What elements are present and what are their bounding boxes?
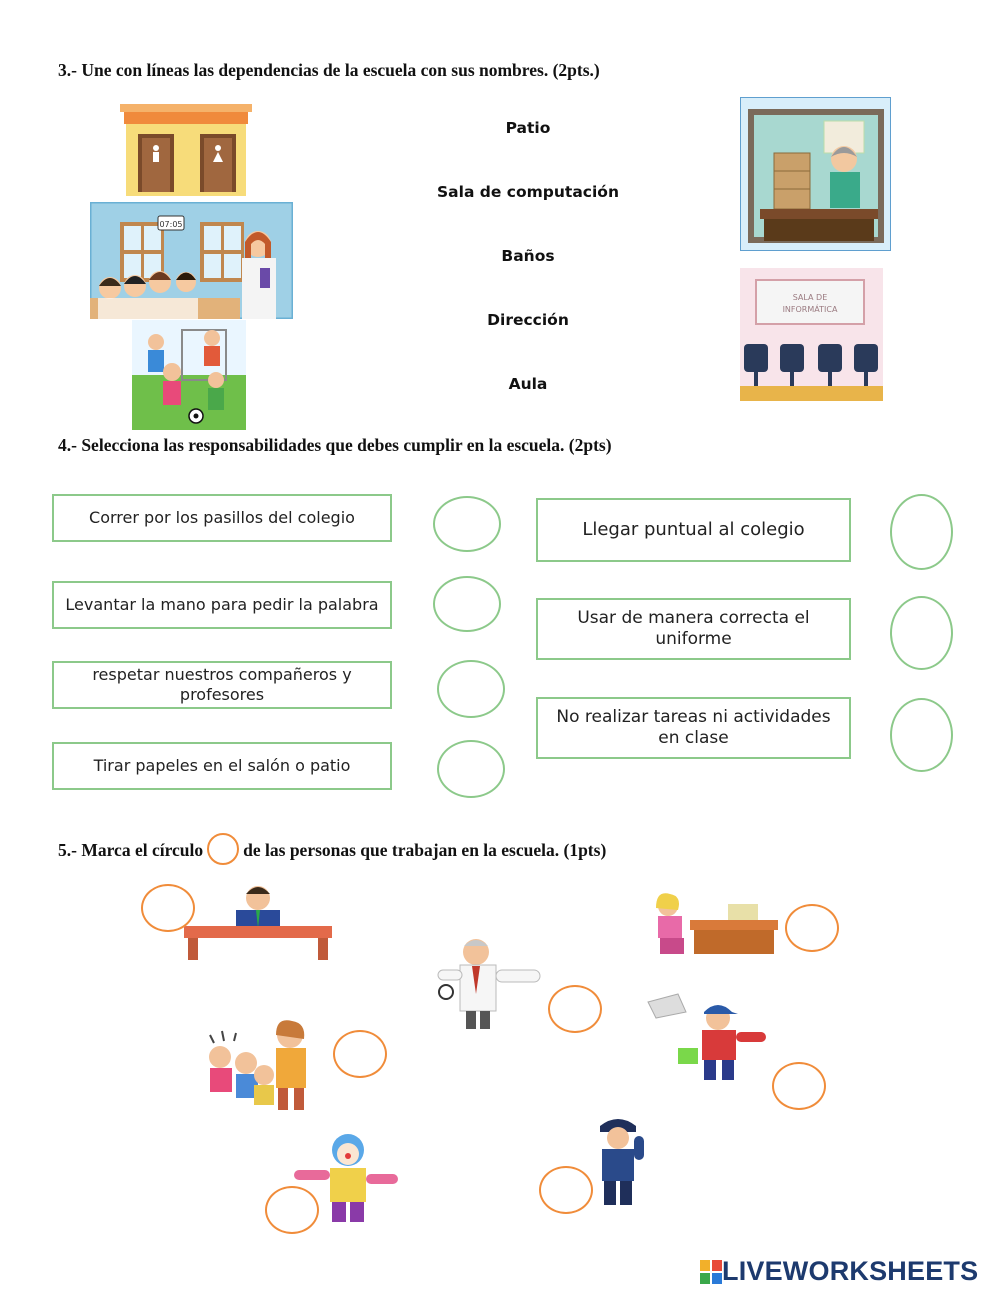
liveworksheets-logo-icon xyxy=(700,1260,722,1284)
label-aula[interactable]: Aula xyxy=(508,375,548,393)
section5-title-end: de las personas que trabajan en la escuela. (1pts) xyxy=(243,840,607,861)
label-banos[interactable]: Baños xyxy=(501,247,555,265)
mark-circle[interactable] xyxy=(785,904,839,952)
responsibility-text: Llegar puntual al colegio xyxy=(582,518,805,540)
responsibility-text: respetar nuestros compañeros y profesores xyxy=(92,665,352,704)
inline-circle-icon xyxy=(207,833,239,865)
secretary-image xyxy=(650,890,782,956)
doctor-image xyxy=(434,934,550,1030)
section5-title xyxy=(58,836,606,868)
banos-image[interactable] xyxy=(120,100,252,196)
liveworksheets-logo xyxy=(700,1256,978,1287)
mark-circle[interactable] xyxy=(141,884,195,932)
select-circle[interactable] xyxy=(437,660,505,718)
select-circle[interactable] xyxy=(890,494,953,570)
brand-text: LIVEWORKSHEETS xyxy=(722,1256,979,1286)
delivery-person-image xyxy=(638,992,772,1082)
clock-text: 07:05 xyxy=(159,220,183,229)
mark-circle[interactable] xyxy=(772,1062,826,1110)
responsibility-box xyxy=(52,742,392,790)
responsibility-box xyxy=(536,498,851,562)
responsibility-box xyxy=(52,661,392,709)
mark-circle[interactable] xyxy=(333,1030,387,1078)
section4-title: 4.- Selecciona las responsabilidades que debes cumplir en la escuela. (2pts) xyxy=(58,435,612,455)
select-circle[interactable] xyxy=(433,576,501,632)
mark-circle[interactable] xyxy=(265,1186,319,1234)
responsibility-text: Tirar papeles en el salón o patio xyxy=(93,756,351,775)
responsibility-text: Usar de manera correcta el uniforme xyxy=(577,607,810,649)
teacher-kids-image xyxy=(190,1017,336,1112)
label-patio[interactable]: Patio xyxy=(505,119,551,137)
responsibility-text: Correr por los pasillos del colegio xyxy=(89,508,355,527)
responsibility-box xyxy=(52,494,392,542)
select-circle[interactable] xyxy=(433,496,501,552)
responsibility-box xyxy=(536,697,851,759)
sign-line-2: INFORMÁTICA xyxy=(782,305,838,314)
label-direccion[interactable]: Dirección xyxy=(487,311,569,329)
mark-circle[interactable] xyxy=(548,985,602,1033)
responsibility-box xyxy=(52,581,392,629)
select-circle[interactable] xyxy=(890,596,953,670)
responsibility-box xyxy=(536,598,851,660)
sala-computacion-image[interactable] xyxy=(740,268,883,401)
section5-title-start: 5.- Marca el círculo xyxy=(58,840,204,861)
principal-image xyxy=(180,882,336,962)
sign-line-1: SALA DE xyxy=(792,293,828,302)
label-sala-computacion[interactable]: Sala de computación xyxy=(437,183,619,201)
select-circle[interactable] xyxy=(437,740,505,798)
responsibility-text: No realizar tareas ni actividades en clase xyxy=(556,706,831,748)
aula-image[interactable] xyxy=(90,202,293,319)
mark-circle[interactable] xyxy=(539,1166,593,1214)
section3-title: 3.- Une con líneas las dependencias de la escuela con sus nombres. (2pts.) xyxy=(58,60,600,80)
direccion-image[interactable] xyxy=(740,97,891,251)
select-circle[interactable] xyxy=(890,698,953,772)
responsibility-text: Levantar la mano para pedir la palabra xyxy=(65,595,379,614)
patio-image[interactable] xyxy=(132,320,246,430)
